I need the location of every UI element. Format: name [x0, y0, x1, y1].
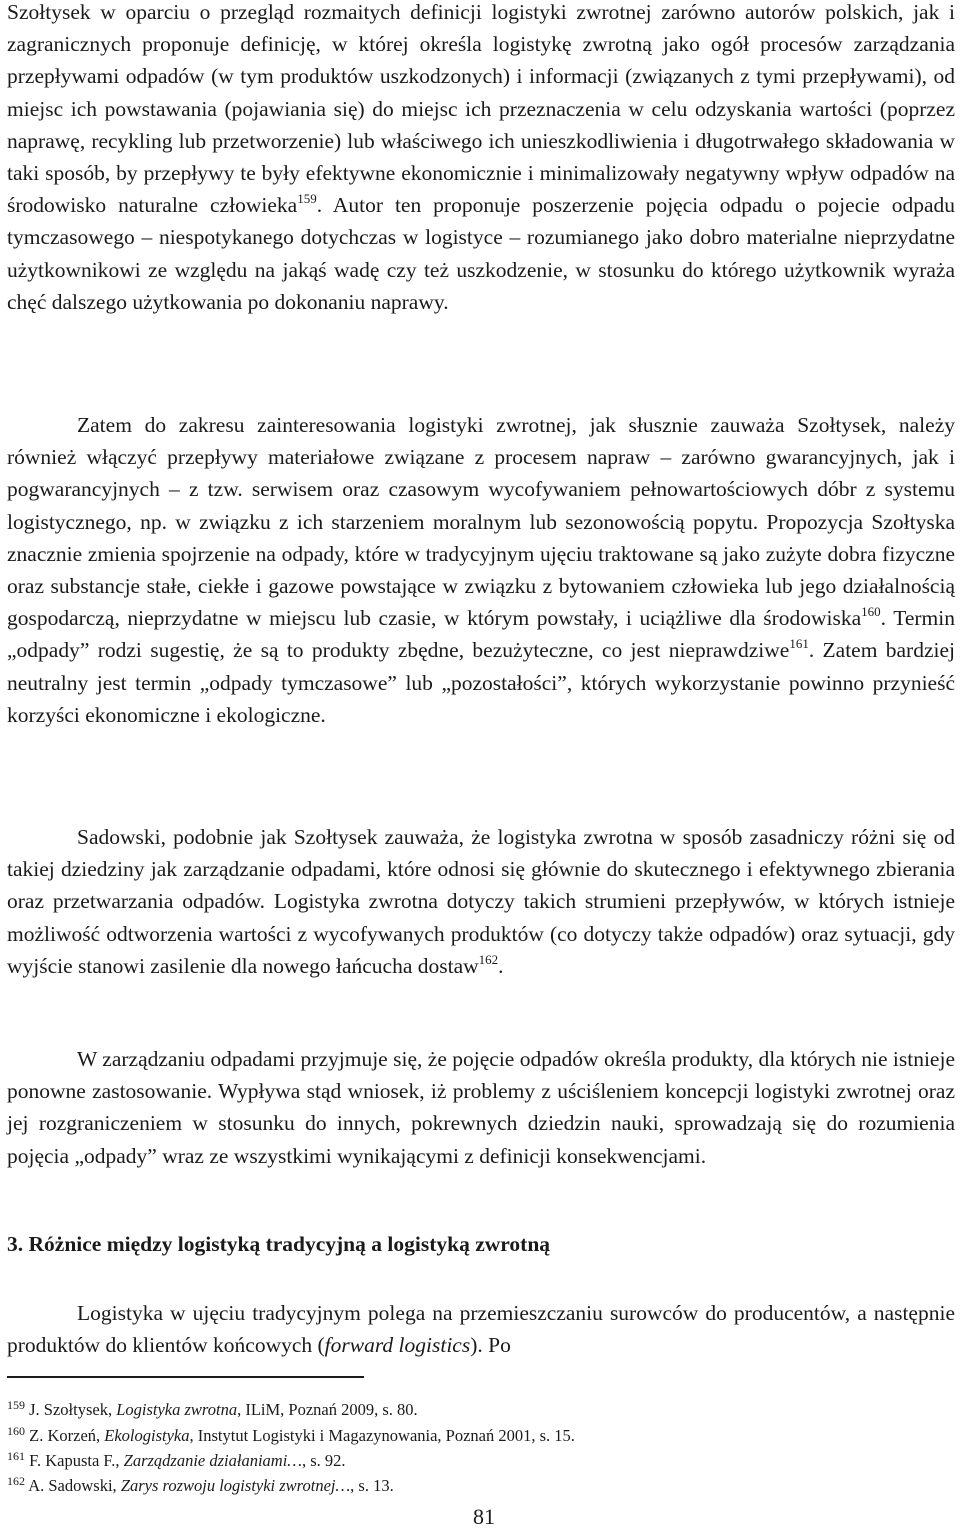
footnote-text: , Instytut Logistyki i Magazynowania, Poznań 2001, s. 15. — [189, 1426, 575, 1445]
paragraph-5-italic: forward logistics — [324, 1333, 471, 1358]
paragraph-2 — [7, 409, 955, 731]
footnote-text: , s. 13. — [350, 1476, 394, 1495]
section-heading: 3. Różnice między logistyką tradycyjną a logistyką zwrotną — [7, 1232, 551, 1256]
footnote-text: F. Kapusta F., — [25, 1451, 124, 1470]
page-number: 81 — [473, 1504, 495, 1529]
footnote-separator — [7, 1376, 364, 1378]
paragraph-2-text-b: . Termin „odpady” rodzi sugestię, że są to produkty zbędne, bezużyteczne, co jest nieprawdziwe — [7, 606, 955, 663]
footnote-text: , ILiM, Poznań 2009, s. 80. — [237, 1400, 418, 1419]
footnote-title: Ekologistyka — [104, 1426, 190, 1445]
footnote-text: , s. 92. — [301, 1451, 346, 1470]
footnote-title: Zarządzanie działaniami… — [123, 1451, 302, 1470]
paragraph-5 — [7, 1297, 955, 1361]
footnote-160 — [7, 1425, 955, 1447]
paragraph-3 — [7, 821, 955, 982]
footnote-162 — [7, 1475, 955, 1497]
footnote-159 — [7, 1399, 955, 1421]
footnote-text: J. Szołtysek, — [25, 1400, 117, 1419]
footnote-number: 160 — [7, 1424, 25, 1438]
paragraph-1-text-a: Szołtysek w oparciu o przegląd rozmaitych definicji logistyki zwrotnej zarówno autorów polskich, jak i zagranicznych proponuje definicję, w której określa logistykę zwrotną jako ogół procesów zarządzania przepływami odpadów (w tym produktów uszkodzonych) i informacji (związanych z tymi przepływami), od miejsc ich powstawania (pojawiania się) do miejsc ich przeznaczenia w celu odzyskania wartości (poprzez naprawę, recykling lub przetworzenie) lub właściwego ich unieszkodliwienia i długotrwałego składowania w taki sposób, by przepływy te były efektywne ekonomicznie i minimalizowały negatywny wpływ odpadów na środowisko naturalne człowieka — [7, 0, 955, 218]
footnote-161 — [7, 1450, 955, 1472]
paragraph-1-text-b: . Autor ten proponuje poszerzenie pojęcia odpadu o pojecie odpadu tymczasowego – niespotykanego dotychczas w logistyce – rozumianego jako dobro materialne nieprzydatne użytkownikowi ze względu na jakąś wadę czy też uszkodzenie, w stosunku do którego użytkownik wyraża chęć dalszego użytkowania po dokonaniu naprawy. — [7, 193, 955, 314]
footnote-ref-161: 161 — [789, 636, 809, 652]
footnote-number: 159 — [7, 1398, 25, 1412]
paragraph-4-text: W zarządzaniu odpadami przyjmuje się, że pojęcie odpadów określa produkty, dla których nie istnieje ponowne zastosowanie. Wypływa stąd wniosek, iż problemy z uściśleniem koncepcji logistyki zwrotnej oraz jej rozgraniczeniem w stosunku do innych, pokrewnych dziedzin nauki, sprowadzają się do rozumienia pojęcia „odpady” wraz ze wszystkimi wynikającymi z definicji konsekwencjami. — [7, 1047, 955, 1168]
paragraph-2-text-c: . Zatem bardziej neutralny jest termin „odpady tymczasowe” lub „pozostałości”, których wykorzystanie powinno przynieść korzyści ekonomiczne i ekologiczne. — [7, 638, 955, 727]
paragraph-2-text-a: Zatem do zakresu zainteresowania logistyki zwrotnej, jak słusznie zauważa Szołtysek, należy również włączyć przepływy materiałowe związane z procesem napraw – zarówno gwarancyjnych, jak i pogwarancyjnych – z tzw. serwisem oraz czasowym wycofywaniem pełnowartościowych dóbr z systemu logistycznego, np. w związku z ich starzeniem moralnym lub sezonowością popytu. Propozycja Szołtyska znacznie zmienia spojrzenie na odpady, które w tradycyjnym ujęciu traktowane są jako zużyte dobra fizyczne oraz substancje stałe, ciekłe i gazowe powstające w związku z bytowaniem człowieka lub jego działalnością gospodarczą, nieprzydatne w miejscu lub czasie, w którym powstały, i uciążliwe dla środowiska — [7, 413, 955, 631]
footnote-ref-160: 160 — [861, 604, 881, 620]
paragraph-5-text-a: Logistyka w ujęciu tradycyjnym polega na przemieszczaniu surowców do producentów, a następnie produktów do klientów końcowych ( — [7, 1301, 955, 1358]
footnote-title: Logistyka zwrotna — [116, 1400, 238, 1419]
paragraph-1 — [7, 0, 955, 318]
paragraph-3-text-a: Sadowski, podobnie jak Szołtysek zauważa, że logistyka zwrotna w sposób zasadniczy różni się od takiej dziedziny jak zarządzanie odpadami, które odnosi się głównie do skutecznego i efektywnego zbierania oraz przetwarzania odpadów. Logistyka zwrotna dotyczy takich strumieni przepływów, w których istnieje możliwość odtworzenia wartości z wycofywanych produktów (co dotyczy także odpadów) oraz sytuacji, gdy wyjście stanowi zasilenie dla nowego łańcucha dostaw — [7, 825, 955, 978]
footnote-title: Zarys rozwoju logistyki zwrotnej… — [120, 1476, 351, 1495]
footnote-number: 161 — [7, 1449, 25, 1463]
footnote-number: 162 — [7, 1474, 25, 1488]
paragraph-3-text-b: . — [498, 953, 504, 978]
footnote-ref-162: 162 — [478, 951, 499, 967]
footnote-text: A. Sadowski, — [25, 1476, 121, 1495]
footnote-text: Z. Korzeń, — [25, 1426, 105, 1445]
paragraph-4 — [7, 1043, 955, 1172]
paragraph-5-text-b: ). Po — [470, 1333, 511, 1358]
footnote-ref-159: 159 — [297, 191, 317, 207]
